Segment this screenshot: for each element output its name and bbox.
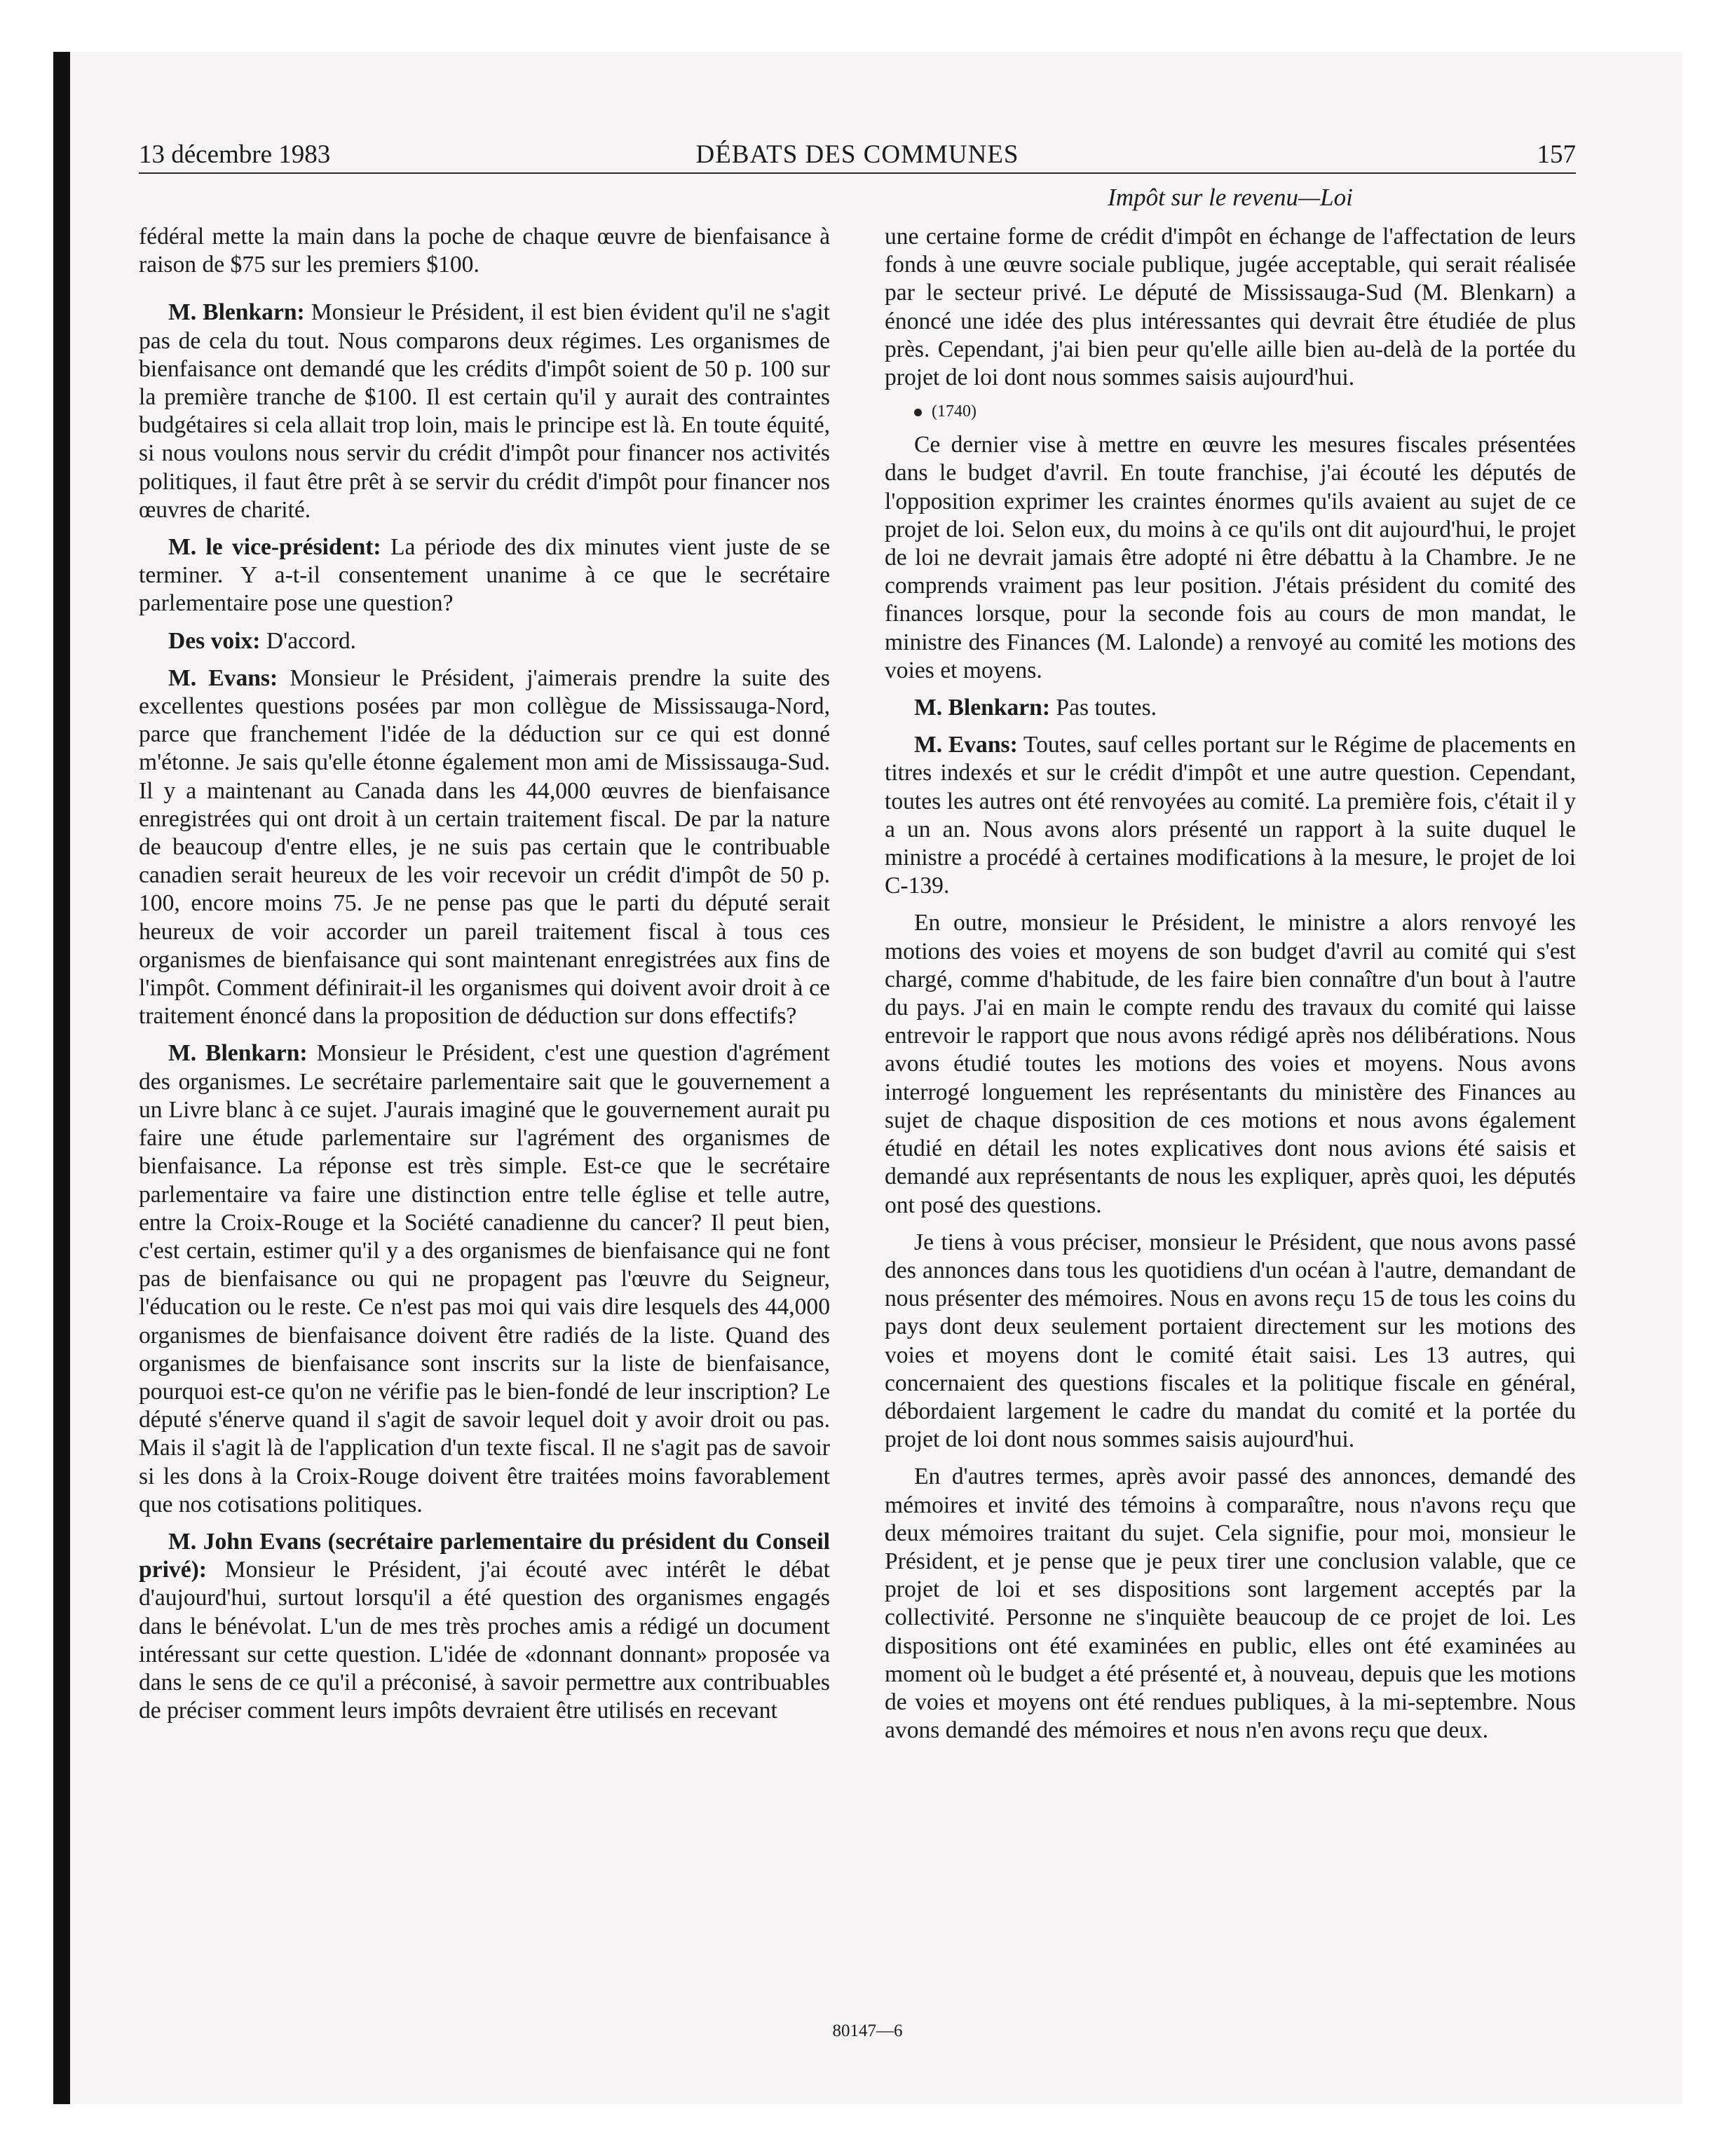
speaker-name: M. Blenkarn: <box>914 695 1051 721</box>
speech-paragraph <box>139 1528 830 1725</box>
speech-text: Monsieur le Président, il est bien évident qu'il ne s'agit pas de cela du tout. Nous comparons deux régimes. Les organismes de bienfaisance ont demandé que les crédits d'impôt soient de 50 p. 100 sur la première tranche de $100. Il est certain qu'il y aurait des contraintes budgétaires si cela allait trop loin, mais le principe est là. En toute équité, si nous voulons nous servir du crédit d'impôt pour financer nos activités politiques, il faut être prêt à se servir du crédit d'impôt pour financer nos œuvres de charité. <box>139 299 831 523</box>
left-column <box>139 223 830 1734</box>
speech-text: D'accord. <box>260 627 357 654</box>
header-page-number: 157 <box>1537 140 1576 169</box>
speech-paragraph <box>139 533 830 618</box>
speech-paragraph <box>139 627 830 655</box>
speech-text: La période des dix minutes vient juste de se terminer. Y a-t-il consentement unanime à ce que le secrétaire parlementaire pose une question? <box>139 534 830 617</box>
bullet-icon <box>914 409 922 416</box>
paragraph: En outre, monsieur le Président, le ministre a alors renvoyé les motions des voies et moyens de son budget d'avril au comité qui s'est chargé, comme d'habitude, de les faire bien connaître d'un bout à l'autre du pays. J'ai en main le compte rendu des travaux du comité qui laisse entrevoir le rapport que nous avons rédigé après nos délibérations. Nous avons étudié toutes les motions des voies et moyens. Nous avons interrogé longuement les représentants du ministère des Finances au sujet de chaque disposition de ces motions et nous avons également étudié en détail les notes explicatives dont nous avions été saisis et demandé aux représentants de nous les expliquer, après quoi, les députés ont posé des questions. <box>885 910 1576 1218</box>
speech-paragraph <box>139 299 830 524</box>
timestamp <box>885 401 1576 422</box>
paragraph: En d'autres termes, après avoir passé des annonces, demandé des mémoires et invité des témoins à comparaître, nous n'avons reçu que deux mémoires traitant du sujet. Cela signifie, pour moi, monsieur le Président, et je pense que je peux tirer une conclusion valable, que ce projet de loi et ses dispositions sont largement acceptés par la collectivité. Personne ne s'inquiète beaucoup de ce projet de loi. Les dispositions ont été examinées en public, elles ont été examinées au moment où le budget a été présenté et, à nouveau, depuis que les motions de voies et moyens ont été rendues publiques, à la mi-septembre. Nous avons demandé des mémoires et nous n'en avons reçu que deux. <box>885 1464 1576 1744</box>
speech-text: Monsieur le Président, j'aimerais prendre la suite des excellentes questions posées par mon collègue de Mississauga-Nord, parce que franchement l'idée de la déduction sur ce qui est donné m'étonne. Je sais qu'elle étonne également mon ami de Mississauga-Sud. Il y a maintenant au Canada dans les 44,000 œuvres de bienfaisance enregistrées qui ont droit à un certain traitement fiscal. De par la nature de beaucoup d'entre elles, je ne suis pas certain que le contribuable canadien serait heureux de les voir recevoir un crédit d'impôt de 50 p. 100, encore moins 75. Je ne pense pas que le parti du député serait heureux de voir accorder un pareil traitement fiscal à tous ces organismes de bienfaisance qui sont maintenant enregistrées aux fins de l'impôt. Comment définirait-il les organismes qui doivent avoir droit à ce traitement énoncé dans la proposition de déduction sur dons effectifs? <box>139 664 830 1030</box>
timestamp-text: (1740) <box>932 402 977 421</box>
speaker-name: M. le vice-président: <box>168 534 381 561</box>
paragraph: Ce dernier vise à mettre en œuvre les mesures fiscales présentées dans le budget d'avril. En toute franchise, j'ai écouté les députés de l'opposition exprimer les craintes énormes qu'ils avaient au sujet de ce projet de loi. Selon eux, du moins à ce qu'ils ont dit aujourd'hui, le projet de loi ne devrait jamais être adopté ni être débattu à la Chambre. Je ne comprends vraiment pas leur position. J'étais président du comité des finances lorsque, pour la seconde fois au cours de mon mandat, le ministre des Finances (M. Lalonde) a renvoyé au comité les motions des voies et moyens. <box>885 432 1576 683</box>
speech-paragraph <box>885 694 1576 722</box>
speech-paragraph <box>139 664 830 1031</box>
speech-text: Pas toutes. <box>1050 695 1157 721</box>
paragraph: une certaine forme de crédit d'impôt en échange de l'affectation de leurs fonds à une œuvre sociale publique, jugée acceptable, qui serait réalisée par le secteur privé. Le député de Mississauga-Sud (M. Blenkarn) a énoncé une idée des plus intéressantes qui devrait être étudiée de plus près. Cependant, j'ai bien peur qu'elle aille bien au-delà de la portée du projet de loi dont nous sommes saisis aujourd'hui. <box>885 224 1576 391</box>
paragraph: fédéral mette la main dans la poche de chaque œuvre de bienfaisance à raison de $75 sur les premiers $100. <box>139 224 830 278</box>
right-column <box>885 223 1576 1754</box>
header-date: 13 décembre 1983 <box>139 140 331 169</box>
header-title: DÉBATS DES COMMUNES <box>695 140 1019 169</box>
footer-code: 80147—6 <box>832 2021 903 2040</box>
speaker-name: M. Blenkarn: <box>168 1040 308 1067</box>
paragraph: Je tiens à vous préciser, monsieur le Président, que nous avons passé des annonces dans tous les quotidiens d'un océan à l'autre, demandant de nous présenter des mémoires. Nous en avons reçu 15 de tous les coins du pays dont deux seulement portaient directement sur les motions des voies et moyens dont le comité était saisi. Les 13 autres, qui concernaient des questions fiscales et la politique fiscale en général, débordaient largement le cadre du mandat du comité et la portée du projet de loi dont nous sommes saisis aujourd'hui. <box>885 1229 1576 1453</box>
subject-heading: Impôt sur le revenu—Loi <box>1108 184 1353 211</box>
speech-paragraph <box>139 1039 830 1518</box>
speech-text: Monsieur le Président, j'ai écouté avec intérêt le débat d'aujourd'hui, surtout lorsqu'il a été question des organismes engagés dans le bénévolat. L'un de mes très proches amis a rédigé un document intéressant sur cette question. L'idée de «donnant donnant» proposée va dans le sens de ce qu'il a préconisé, à savoir permettre aux contribuables de préciser comment leurs impôts devraient être utilisés en recevant <box>139 1557 830 1724</box>
speaker-name: M. John Evans (secrétaire parlementaire du président du Conseil privé): <box>139 1528 830 1583</box>
speaker-name: M. Blenkarn: <box>168 299 305 326</box>
speaker-name: Des voix: <box>168 627 261 654</box>
speaker-name: M. Evans: <box>168 664 278 691</box>
speech-text: Toutes, sauf celles portant sur le Régime de placements en titres indexés et sur le crédit d'impôt et une autre question. Cependant, toutes les autres ont été renvoyées au comité. La première fois, c'était il y a un an. Nous avons alors présenté un rapport à la suite duquel le ministre a procédé à certaines modifications à la mesure, le projet de loi C-139. <box>885 732 1576 899</box>
scan-edge <box>53 52 70 2104</box>
speech-text: Monsieur le Président, c'est une question d'agrément des organismes. Le secrétaire parlementaire sait que le gouvernement a un Livre blanc à ce sujet. J'aurais imaginé que le gouvernement aurait pu faire une étude parlementaire sur l'agrément des organismes de bienfaisance. La réponse est très simple. Est-ce que le secrétaire parlementaire va faire une distinction entre telle église et telle autre, entre la Croix-Rouge et la Société canadienne du cancer? Il peut bien, c'est certain, estimer qu'il y a des organismes de bienfaisance qui ne font pas de bienfaisance ou qui ne propagent pas l'œuvre du Seigneur, l'éducation ou le reste. Ce n'est pas moi qui vais dire lesquels des 44,000 organismes de bienfaisance doivent être radiés de la liste. Quand des organismes de bienfaisance sont inscrits sur la liste de bienfaisance, pourquoi est-ce qu'on ne vérifie pas le bien-fondé de leur inscription? Le député s'énerve quand il s'agit de savoir lequel doit y avoir droit ou pas. Mais il s'agit là de l'application d'un texte fiscal. Il ne s'agit pas de savoir si les dons à la Croix-Rouge doivent être traitées moins favorablement que nos cotisations politiques. <box>139 1040 830 1517</box>
page-header <box>139 133 1576 174</box>
speaker-name: M. Evans: <box>914 732 1018 758</box>
speech-paragraph <box>885 731 1576 900</box>
